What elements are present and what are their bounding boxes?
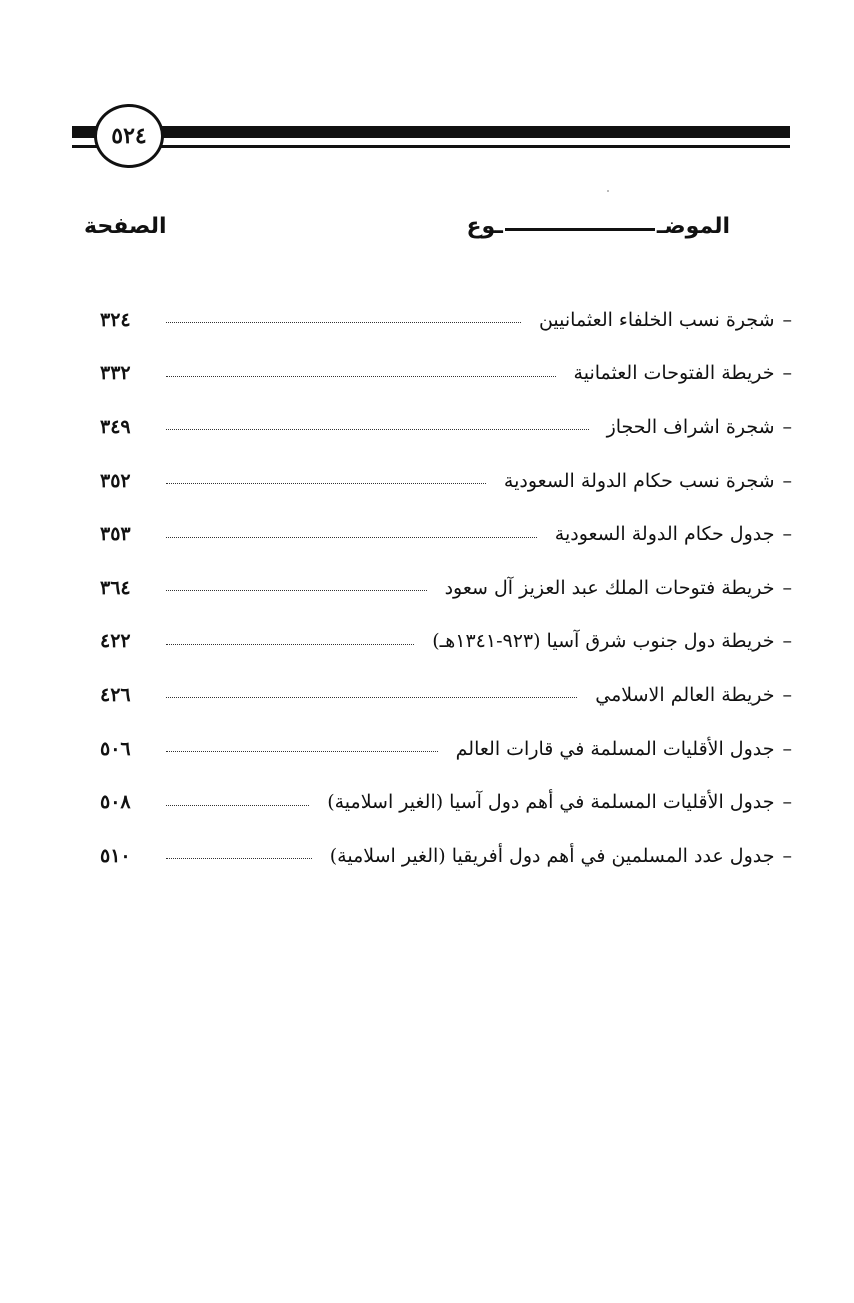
heading-stretch-line [505,228,655,231]
dot-leader [166,697,577,698]
entry-title: جدول حكام الدولة السعودية [554,523,775,546]
column-heading-topic [467,214,730,239]
entry-dash: – [782,415,792,438]
entry-page: ٥٠٦ [100,737,131,760]
list-item [100,668,792,722]
entry-dash: – [782,308,792,331]
entry-title: شجرة نسب حكام الدولة السعودية [503,469,775,492]
header-rule [150,126,790,148]
list-item [100,347,792,401]
entry-dash: – [782,469,792,492]
entry-page: ٤٢٢ [100,630,131,653]
list-item [100,775,792,829]
list-item [100,561,792,615]
dot-leader [166,751,438,752]
dot-leader [166,322,521,323]
entry-dash: – [782,576,792,599]
column-heading-topic-start: الموضـ [656,214,730,239]
dot-leader [166,590,427,591]
entry-title: خريطة الفتوحات العثمانية [573,362,775,385]
list-item [100,454,792,508]
dot-leader [166,537,537,538]
entry-page: ٤٢٦ [100,683,131,706]
entry-page: ٥١٠ [100,844,131,867]
page-number: ٥٢٤ [94,104,164,168]
column-heading-page: الصفحة [84,214,167,239]
entry-dash: – [782,844,792,867]
entry-page: ٣٦٤ [100,576,131,599]
entry-title: جدول الأقليات المسلمة في أهم دول آسيا (الغير اسلامية) [327,791,775,814]
entry-title: شجرة نسب الخلفاء العثمانيين [538,308,775,331]
entry-dash: – [782,683,792,706]
dot-leader [166,805,309,806]
entry-dash: – [782,630,792,653]
column-heading-topic-end: ـوع [466,214,503,239]
entry-title: خريطة العالم الاسلامي [595,683,775,706]
list-item [100,615,792,669]
entry-page: ٣٣٢ [100,362,131,385]
dot-leader [166,376,556,377]
entry-page: ٣٥٣ [100,523,131,546]
list-item [100,293,792,347]
entry-title: خريطة فتوحات الملك عبد العزيز آل سعود [444,576,775,599]
entry-title: شجرة اشراف الحجاز [606,415,775,438]
list-item [100,829,792,883]
list-item [100,722,792,776]
entry-dash: – [782,791,792,814]
entry-title: جدول الأقليات المسلمة في قارات العالم [455,737,775,760]
entry-page: ٣٢٤ [100,308,131,331]
dot-leader [166,858,312,859]
dot-leader [166,483,486,484]
entry-dash: – [782,737,792,760]
contents-list [100,293,792,883]
entry-title: جدول عدد المسلمين في أهم دول أفريقيا (الغير اسلامية) [329,844,775,867]
entry-dash: – [782,523,792,546]
entry-title: خريطة دول جنوب شرق آسيا (٩٢٣-١٣٤١هـ) [432,630,775,653]
list-item [100,400,792,454]
dot-leader [166,644,414,645]
entry-page: ٥٠٨ [100,791,131,814]
entry-page: ٣٥٢ [100,469,131,492]
speck [607,190,609,192]
list-item [100,507,792,561]
dot-leader [166,429,589,430]
entry-page: ٣٤٩ [100,415,131,438]
entry-dash: – [782,362,792,385]
